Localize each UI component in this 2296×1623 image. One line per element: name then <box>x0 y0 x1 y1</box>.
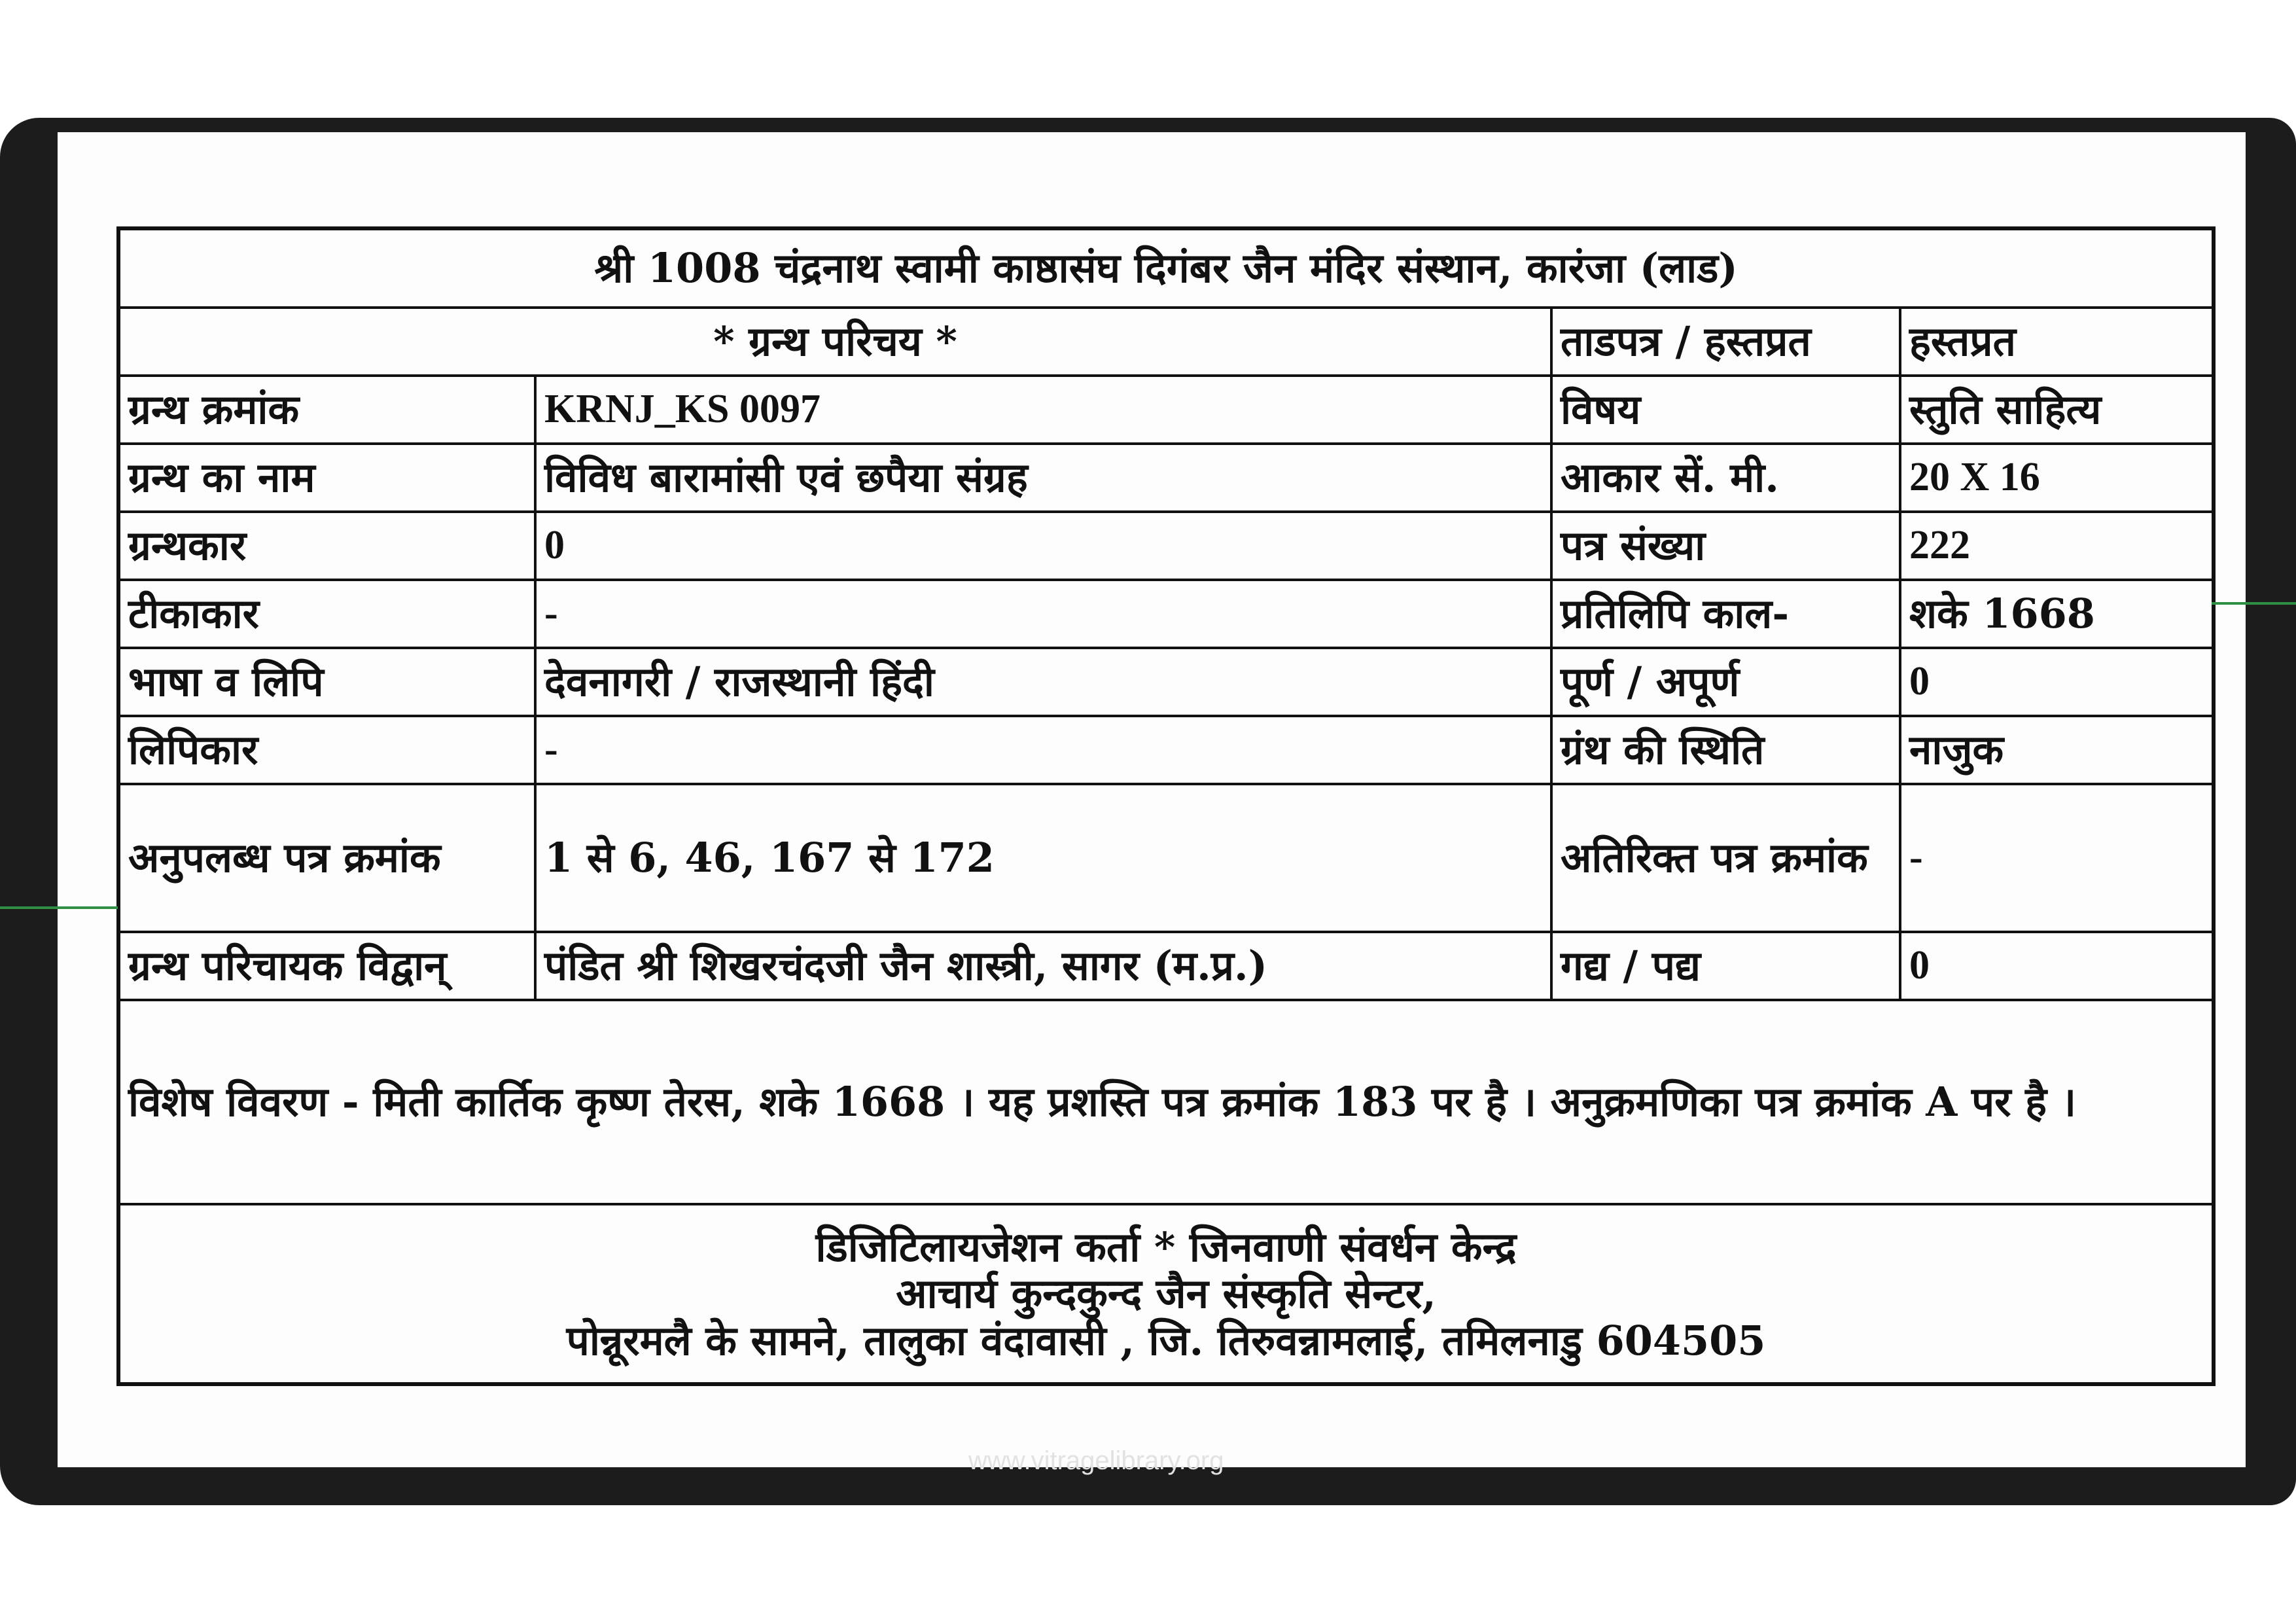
field-value: 0 <box>1900 932 2214 1000</box>
field-label: प्रतिलिपि काल- <box>1551 580 1900 648</box>
footer-line: पोन्नूरमलै के सामने, तालुका वंदावासी , जि. तिरुवन्नामलाई, तमिलनाडु 604505 <box>566 1316 1766 1364</box>
footer-line: आचार्य कुन्दकुन्द जैन संस्कृति सेन्टर, <box>896 1270 1436 1318</box>
field-label: पूर्ण / अपूर्ण <box>1551 648 1900 716</box>
field-label: ग्रन्थ का नाम <box>118 444 535 512</box>
field-label: टीकाकार <box>118 580 535 648</box>
field-value: शके 1668 <box>1900 580 2214 648</box>
field-label: भाषा व लिपि <box>118 648 535 716</box>
scan-artifact-line <box>2212 602 2296 605</box>
scan-artifact-line <box>0 906 118 909</box>
field-label: ग्रन्थ क्रमांक <box>118 376 535 444</box>
field-value: - <box>535 716 1551 784</box>
field-value: नाजुक <box>1900 716 2214 784</box>
field-label: गद्य / पद्य <box>1551 932 1900 1000</box>
manuscript-info-table <box>116 226 2216 1386</box>
field-value: 0 <box>535 512 1551 580</box>
field-value: 0 <box>1900 648 2214 716</box>
field-label: लिपिकार <box>118 716 535 784</box>
field-label: ग्रन्थकार <box>118 512 535 580</box>
field-label: पत्र संख्या <box>1551 512 1900 580</box>
field-value: स्तुति साहित्य <box>1900 376 2214 444</box>
footer-line: डिजिटिलायजेशन कर्ता * जिनवाणी संवर्धन केन्द्र <box>815 1223 1517 1272</box>
institution-title: श्री 1008 चंद्रनाथ स्वामी काष्ठासंघ दिगंबर जैन मंदिर संस्थान, कारंजा (लाड) <box>118 228 2214 308</box>
field-value: 1 से 6, 46, 167 से 172 <box>535 784 1551 932</box>
section-heading: * ग्रन्थ परिचय * <box>118 308 1551 376</box>
field-value: पंडित श्री शिखरचंदजी जैन शास्त्री, सागर (म.प्र.) <box>535 932 1551 1000</box>
field-value: विविध बारामांसी एवं छपैया संग्रह <box>535 444 1551 512</box>
field-label: ग्रंथ की स्थिति <box>1551 716 1900 784</box>
field-value: - <box>1900 784 2214 932</box>
special-note: विशेष विवरण - मिती कार्तिक कृष्ण तेरस, शके 1668 । यह प्रशस्ति पत्र क्रमांक 183 पर है । अनुक्रमणिका पत्र क्रमांक A पर है । <box>118 1000 2214 1204</box>
field-value: - <box>535 580 1551 648</box>
field-label: विषय <box>1551 376 1900 444</box>
type-label: ताडपत्र / हस्तप्रत <box>1551 308 1900 376</box>
digitization-footer <box>118 1204 2214 1384</box>
field-value: KRNJ_KS 0097 <box>535 376 1551 444</box>
field-value: देवनागरी / राजस्थानी हिंदी <box>535 648 1551 716</box>
field-value: 222 <box>1900 512 2214 580</box>
field-label: अनुपलब्ध पत्र क्रमांक <box>118 784 535 932</box>
watermark: www.vitragelibrary.org <box>968 1446 1224 1475</box>
field-label: आकार सें. मी. <box>1551 444 1900 512</box>
field-value: 20 X 16 <box>1900 444 2214 512</box>
field-label: ग्रन्थ परिचायक विद्वान् <box>118 932 535 1000</box>
type-value: हस्तप्रत <box>1900 308 2214 376</box>
page-margin <box>0 1505 2296 1623</box>
field-label: अतिरिक्त पत्र क्रमांक <box>1551 784 1900 932</box>
